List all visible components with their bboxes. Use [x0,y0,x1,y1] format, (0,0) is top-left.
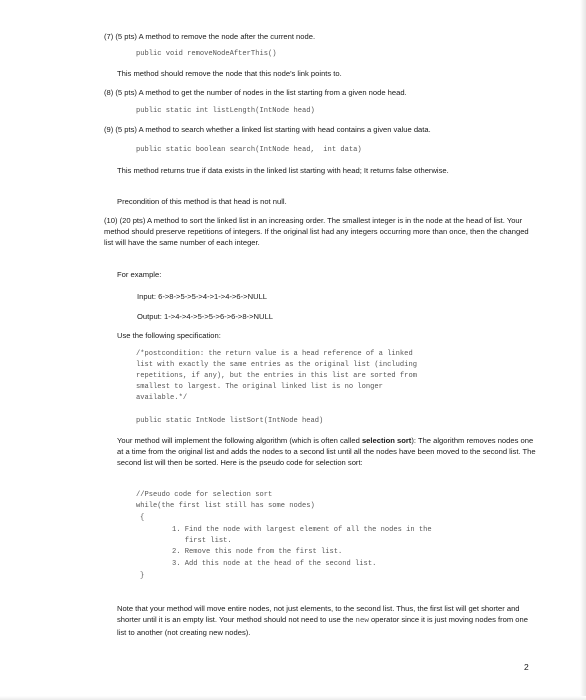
q10-example-label: For example: [117,270,162,279]
q7-signature: public void removeNodeAfterThis() [136,50,277,58]
pseudo-comment: //Pseudo code for selection sort [136,491,273,499]
q9-precondition: Precondition of this method is that head is not null. [117,197,287,206]
q10-signature: public static IntNode listSort(IntNode head) [136,417,324,425]
algo-text-before: Your method will implement the following algorithm (which is often called [117,436,362,445]
q8-heading: (8) (5 pts) A method to get the number of nodes in the list starting from a given node head. [104,88,407,97]
pseudo-step-3: 3. Add this node at the head of the second list. [172,560,377,568]
note-text-after: operator since it is just moving nodes from one list to another (not creating new nodes). [117,615,531,637]
q10-example-output: Output: 1->4->4->5->5->6->6->8->NULL [137,312,273,321]
q9-heading: (9) (5 pts) A method to search whether a linked list starting with head contains a given value data. [104,125,431,134]
q10-postcondition-comment: /*postcondition: the return value is a head reference of a linked list with exactly the same entries as the original list (including repetitions, if any), but the entries in this list are sorted from smallest to largest. The original linked list is no longer available.*/ [136,350,417,402]
page-edge-shadow-right [580,0,586,700]
q7-description: This method should remove the node that this node's link points to. [117,69,342,78]
q10-heading: (10) (20 pts) A method to sort the linked list in an increasing order. The smallest integer is in the node at the head of list. Your method should preserve repetitions of integers. If the original list had any integers occurring more than once, then the changed list will have the same number of each integer. [104,216,531,247]
q8-signature: public static int listLength(IntNode head) [136,107,315,115]
page-edge-shadow-bottom [0,696,586,700]
pseudo-close-brace: } [140,572,145,580]
q10-example-input: Input: 6->8->5->5->4->1->4->6->NULL [137,292,268,301]
q9-description: This method returns true if data exists in the linked list starting with head; It returns false otherwise. [117,166,449,175]
q9-signature: public static boolean search(IntNode head, int data) [136,146,362,154]
note-new-keyword: new [355,617,369,625]
q10-algorithm-paragraph [117,435,537,468]
note-text-before: Note that your method will move entire nodes, not just elements, to the second list. Thus, the first list will get shorter and shorter until it is an empty list. Your method should not need to use the [117,604,522,624]
pseudo-step-2: 2. Remove this node from the first list. [172,548,343,556]
pseudo-while: while(the first list still has some nodes) [136,502,315,510]
page-number: 2 [524,662,529,672]
q10-spec-label: Use the following specification: [117,331,221,340]
pseudo-step-1: 1. Find the node with largest element of all the nodes in the first list. [172,526,432,545]
algo-selection-sort-term: selection sort [361,436,412,445]
algo-text-after: ): The algorithm removes nodes one at a time from the original list and adds the nodes to a second list until all the nodes have been moved to the second list. The second list will then be sorted. Here is the pseudo code for selection sort: [117,436,538,467]
q7-heading: (7) (5 pts) A method to remove the node after the current node. [104,32,316,41]
q10-note-paragraph [117,603,537,638]
pseudo-open-brace: { [140,514,145,522]
